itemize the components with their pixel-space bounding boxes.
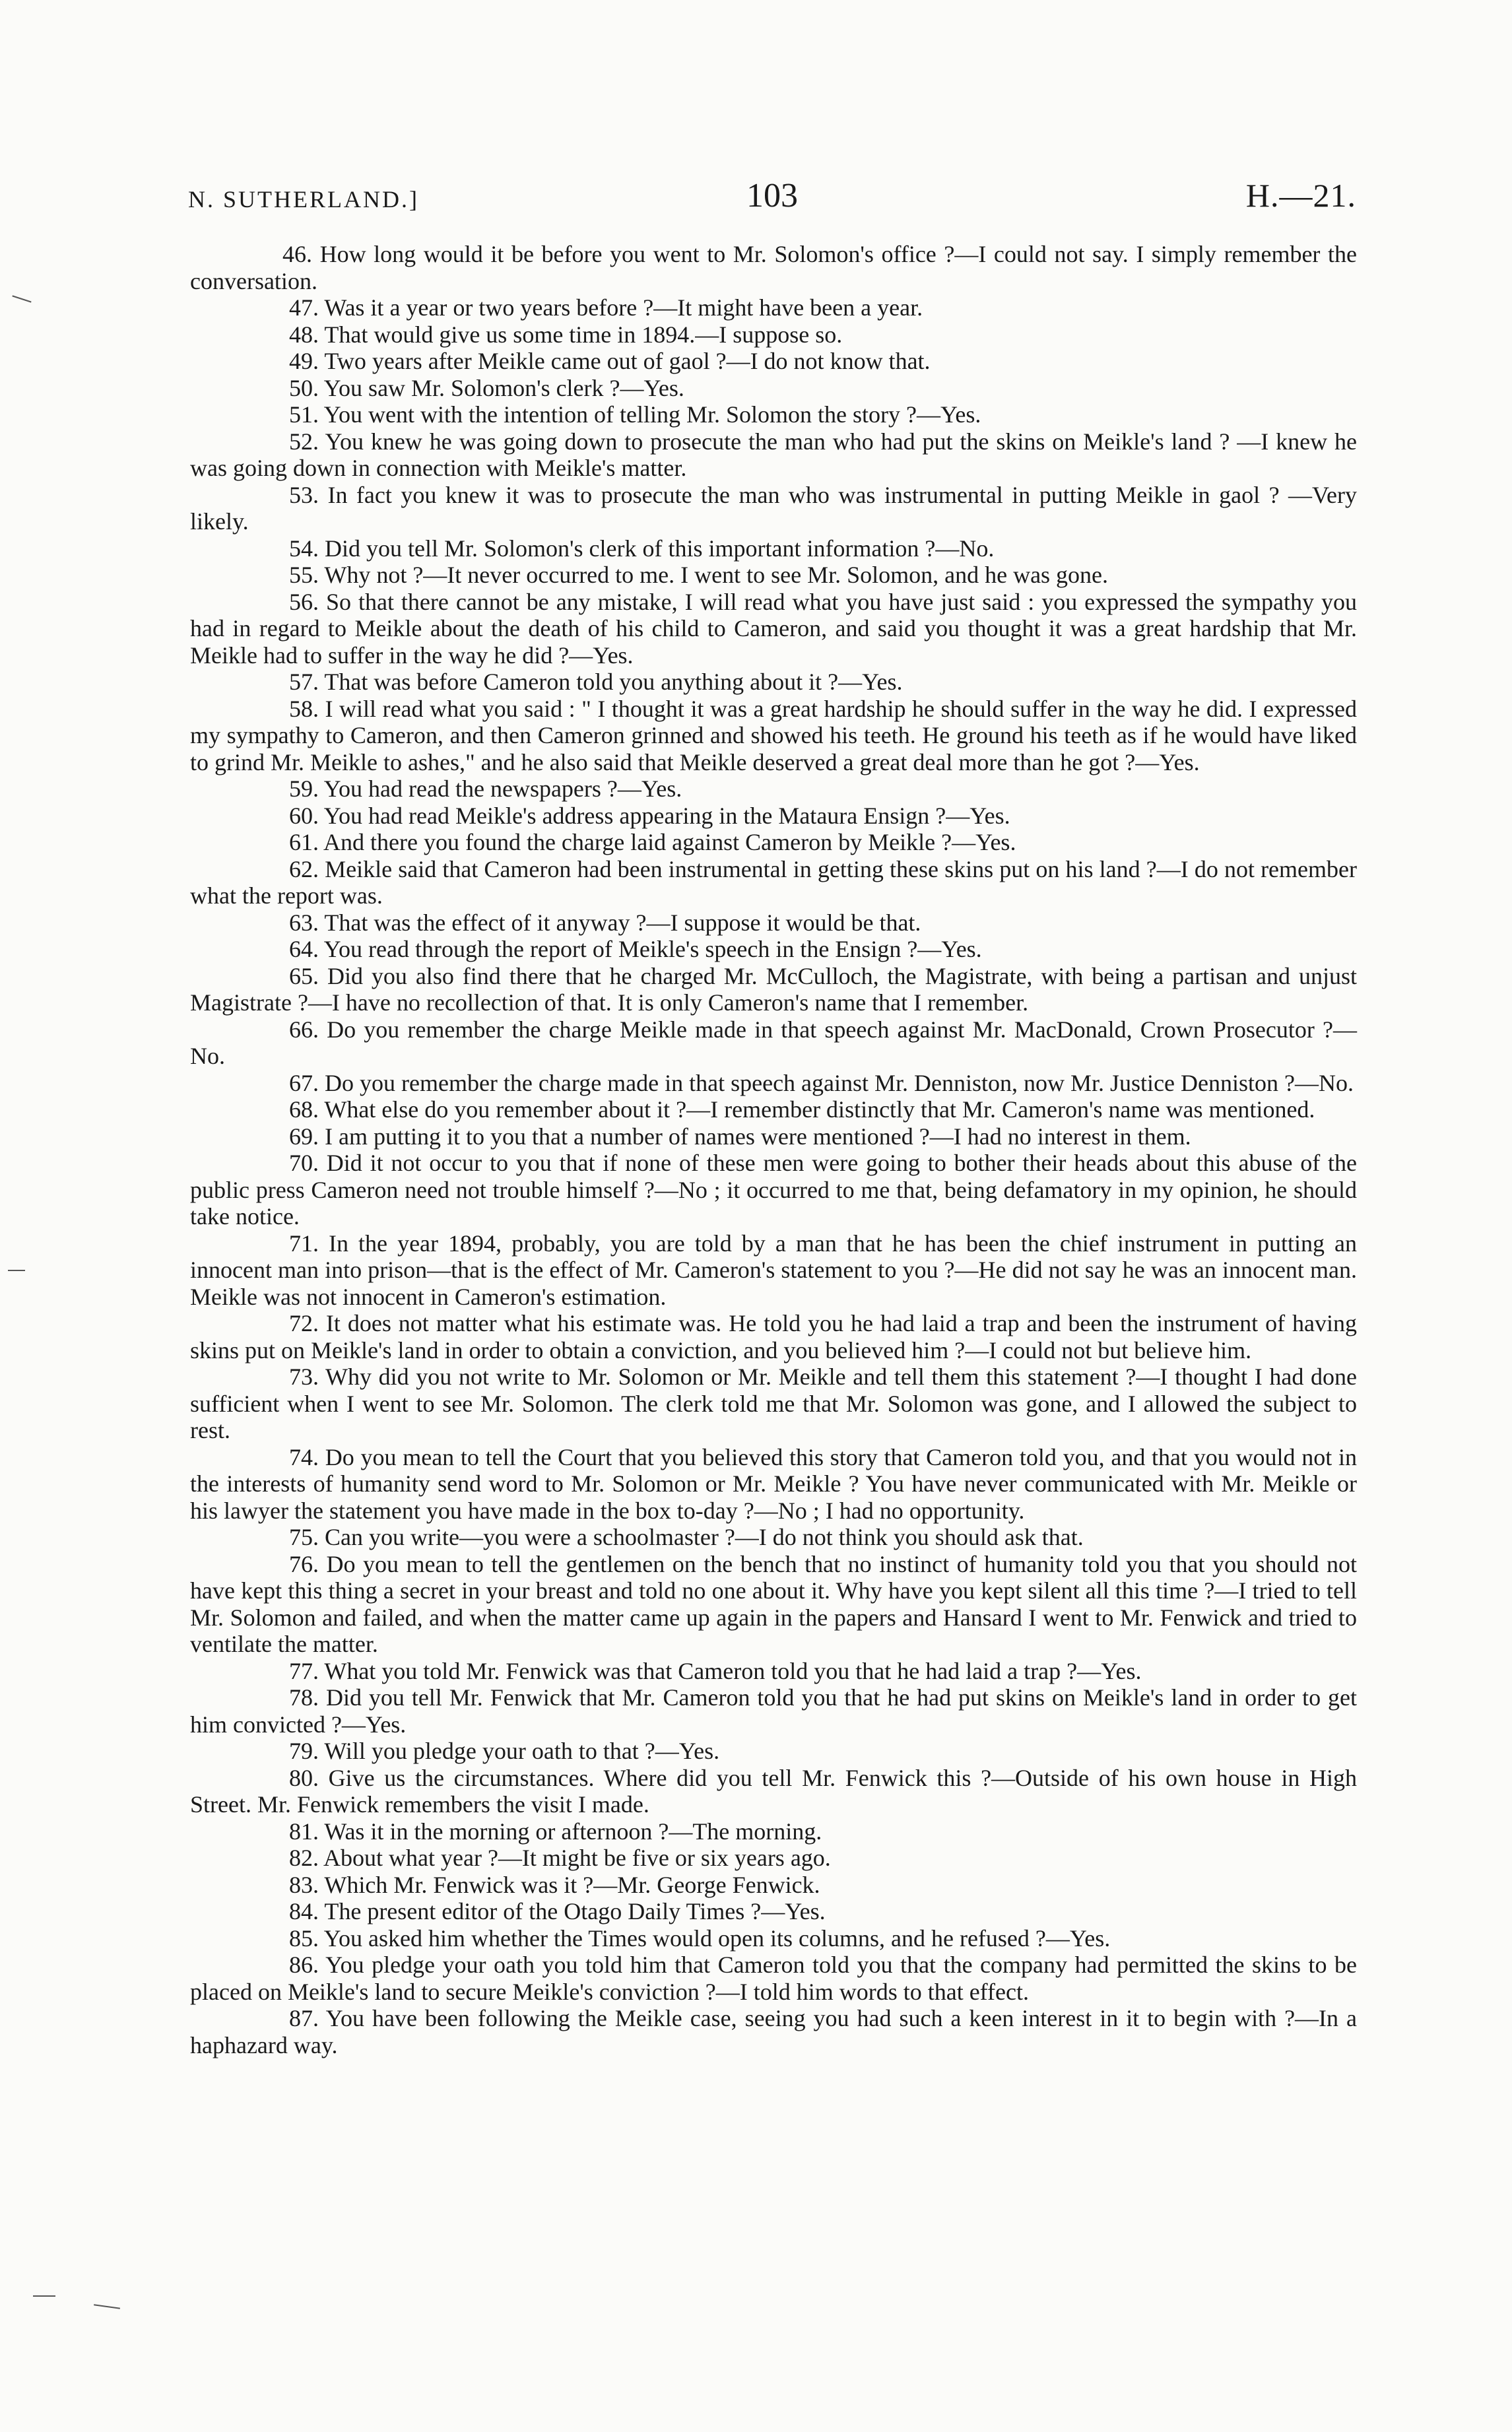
question-71: 71. In the year 1894, probably, you are told by a man that he has been the chief instrument in putting an innocent man into prison—that is the effect of Mr. Cameron's statement to you ?—He did not say he was an innocent man. Meikle was not innocent in Cameron's estimation.: [190, 1230, 1357, 1310]
question-46: 46. How long would it be before you went to Mr. Solomon's office ?—I could not say. I simply remember the conversation.: [190, 241, 1357, 294]
question-51: 51. You went with the intention of telling Mr. Solomon the story ?—Yes.: [289, 401, 981, 428]
margin-scan-mark: [8, 1270, 25, 1271]
question-84: 84. The present editor of the Otago Daily Times ?—Yes.: [289, 1898, 826, 1924]
question-64: 64. You read through the report of Meikle's speech in the Ensign ?—Yes.: [289, 936, 982, 962]
page-number: 103: [746, 177, 798, 214]
question-61: 61. And there you found the charge laid against Cameron by Meikle ?—Yes.: [289, 829, 1016, 855]
question-49: 49. Two years after Meikle came out of gaol ?—I do not know that.: [289, 348, 931, 374]
question-70: 70. Did it not occur to you that if none of these men were going to bother their heads about this abuse of the public press Cameron need not trouble himself ?—No ; it occurred to me that, being defamatory in my opinion, he should take notice.: [190, 1150, 1357, 1230]
question-65: 65. Did you also find there that he charged Mr. McCulloch, the Magistrate, with being a partisan and unjust Magistrate ?—I have no recollection of that. It is only Cameron's name that I remember.: [190, 962, 1357, 1016]
question-75: 75. Can you write—you were a schoolmaster ?—I do not think you should ask that.: [289, 1524, 1084, 1550]
witness-name-header: N. SUTHERLAND.]: [188, 186, 419, 213]
document-reference: H.—21.: [1245, 177, 1356, 214]
question-69: 69. I am putting it to you that a number of names were mentioned ?—I had no interest in them.: [289, 1123, 1191, 1150]
page-header: [188, 168, 1356, 221]
question-85: 85. You asked him whether the Times would open its columns, and he refused ?—Yes.: [289, 1924, 1111, 1952]
question-62: 62. Meikle said that Cameron had been instrumental in getting these skins put on his land ?—I do not remember what the report was.: [190, 855, 1357, 909]
question-58: 58. I will read what you said : " I thought it was a great hardship he should suffer in the way he did. I expressed my sympathy to Cameron, and then Cameron grinned and showed his teeth. He ground his teeth as if he would have liked to grind Mr. Meikle to ashes," and he also said that Meikle deserved a great deal more than he got ?—Yes.: [190, 695, 1357, 775]
question-63: 63. That was the effect of it anyway ?—I suppose it would be that.: [289, 909, 921, 936]
question-86: 86. You pledge your oath you told him that Cameron told you that the company had permitted the skins to be placed on Meikle's land to secure Meikle's conviction ?—I told him words to that effect.: [190, 1952, 1357, 2005]
question-72: 72. It does not matter what his estimate was. He told you he had laid a trap and been the instrument of having skins put on Meikle's land in order to obtain a conviction, and you believed him ?—I could not but believe him.: [190, 1310, 1357, 1364]
question-59: 59. You had read the newspapers ?—Yes.: [289, 775, 682, 802]
question-73: 73. Why did you not write to Mr. Solomon or Mr. Meikle and tell them this statement ?—I thought I had done sufficient when I went to see Mr. Solomon. The clerk told me that Mr. Solomon was gone, and I allowed the subject to rest.: [190, 1364, 1357, 1443]
question-68: 68. What else do you remember about it ?—I remember distinctly that Mr. Cameron's name was mentioned.: [289, 1096, 1315, 1123]
question-60: 60. You had read Meikle's address appearing in the Mataura Ensign ?—Yes.: [289, 802, 1010, 829]
question-53: 53. In fact you knew it was to prosecute the man who was instrumental in putting Meikle in gaol ? —Very likely.: [190, 481, 1357, 535]
question-80: 80. Give us the circumstances. Where did you tell Mr. Fenwick this ?—Outside of his own house in High Street. Mr. Fenwick remembers the visit I made.: [190, 1764, 1357, 1818]
question-87: 87. You have been following the Meikle case, seeing you had such a keen interest in it to begin with ?—In a haphazard way.: [190, 2005, 1357, 2058]
question-57: 57. That was before Cameron told you anything about it ?—Yes.: [289, 669, 903, 695]
question-50: 50. You saw Mr. Solomon's clerk ?—Yes.: [289, 374, 684, 401]
question-76: 76. Do you mean to tell the gentlemen on the bench that no instinct of humanity told you that you should not have kept this thing a secret in your breast and told no one about it. Why have you kept silent all this time ?—I tried to tell Mr. Solomon and failed, and when the matter came up again in the papers and Hansard I went to Mr. Fenwick and tried to ventilate the matter.: [190, 1550, 1357, 1657]
margin-scan-mark: [94, 2304, 120, 2309]
question-77: 77. What you told Mr. Fenwick was that Cameron told you that he had laid a trap ?—Yes.: [289, 1657, 1142, 1684]
margin-scan-mark: [33, 2295, 55, 2297]
question-74: 74. Do you mean to tell the Court that you believed this story that Cameron told you, and that you would not in the interests of humanity send word to Mr. Solomon or Mr. Meikle ? You have never communicated with Mr. Meikle or his lawyer the statement you have made in the box to-day ?—No ; I had no opportunity.: [190, 1443, 1357, 1524]
margin-scan-mark: [12, 295, 31, 302]
question-67: 67. Do you remember the charge made in that speech against Mr. Denniston, now Mr. Justice Denniston ?—No.: [289, 1069, 1354, 1096]
question-56: 56. So that there cannot be any mistake, I will read what you have just said : you expressed the sympathy you had in regard to Meikle about the death of his child to Cameron, and said you thought it was a great hardship that Mr. Meikle had to suffer in the way he did ?—Yes.: [190, 588, 1357, 669]
question-52: 52. You knew he was going down to prosecute the man who had put the skins on Meikle's land ? —I knew he was going down in connection with Meikle's matter.: [190, 428, 1357, 481]
question-48: 48. That would give us some time in 1894.—I suppose so.: [289, 321, 843, 348]
question-66: 66. Do you remember the charge Meikle made in that speech against Mr. MacDonald, Crown Prosecutor ?—No.: [190, 1016, 1357, 1069]
question-79: 79. Will you pledge your oath to that ?—Yes.: [289, 1738, 720, 1764]
question-81: 81. Was it in the morning or afternoon ?—The morning.: [289, 1818, 822, 1845]
question-83: 83. Which Mr. Fenwick was it ?—Mr. George Fenwick.: [289, 1871, 820, 1898]
question-47: 47. Was it a year or two years before ?—It might have been a year.: [289, 294, 923, 321]
question-54: 54. Did you tell Mr. Solomon's clerk of this important information ?—No.: [289, 535, 995, 562]
question-82: 82. About what year ?—It might be five or six years ago.: [289, 1845, 831, 1871]
question-78: 78. Did you tell Mr. Fenwick that Mr. Cameron told you that he had put skins on Meikle's land in order to get him convicted ?—Yes.: [190, 1684, 1357, 1738]
testimony-body: [190, 241, 1357, 2058]
question-55: 55. Why not ?—It never occurred to me. I went to see Mr. Solomon, and he was gone.: [289, 562, 1109, 588]
